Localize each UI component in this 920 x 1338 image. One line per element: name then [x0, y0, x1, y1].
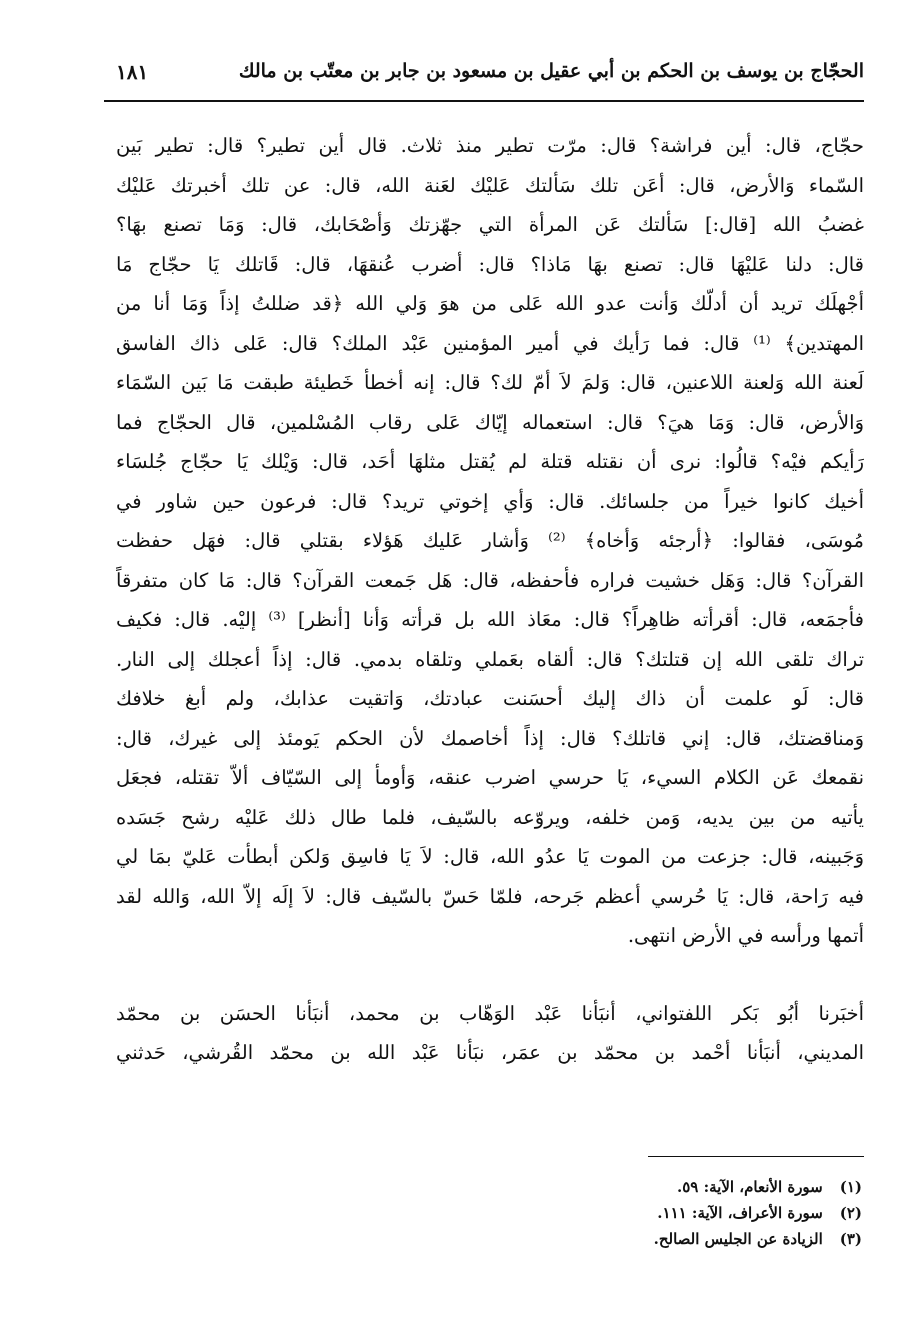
- text-line: يأتيه من بين يديه، وَمن خلفه، ويروّعه بالسّيف، فلما طال ذلك عَليْه رشح جَسَده: [116, 805, 864, 829]
- text-line: المديني، أنبَأنا أحْمد بن محمّد بن عمَر، نبَأنا عَبْد الله بن محمّد القُرشي، حَدثني: [116, 1041, 864, 1064]
- footnote-number: (٣): [839, 1230, 862, 1248]
- text-line: السّماء وَالأرض، قال: أعَن تلك سَألتك عَليْك لعَنة الله، قال: عن تلك أخبرتك عَليْك: [116, 173, 864, 197]
- text-line: فيه رَاحة، قال: يَا حُرسي أعظم جَرحه، فلمّا حَسّ بالسّيف قال: لاَ إلَه إلاّ الله، وَالله لقد: [116, 884, 864, 908]
- text-line: نقمعك عَن الكلام السيء، يَا حرسي اضرب عنقه، وَأومأ إلى السّيّاف ألاّ تقتله، فجعَل: [116, 766, 864, 789]
- text-line: لَعنة الله وَلعنة اللاعنين، قال: وَلمَ لاَ أمّ لك؟ قال: إنه أخطأ خَطيئة طبقت مَا بَين السّمَاء: [116, 371, 864, 394]
- text-line: وَالأرض، قال: وَمَا هيَ؟ قال: استعماله إيّاك عَلى رقاب المُسْلمين، قال الحجّاج فما: [116, 410, 864, 434]
- text-line: أخيك كانوا خيراً من جلسائك. قال: وَأي إخوتي تريد؟ قال: فرعون حين شاور في: [116, 489, 864, 513]
- text-line: تراك تلقى الله إن قتلتك؟ قال: ألقاه بعَملي وتلقاه بدمي. قال: إذاً أعجلك إلى النار.: [116, 647, 864, 671]
- running-head: [108, 58, 864, 98]
- page-number: ١٨١: [116, 60, 149, 84]
- footnote-number: (١): [839, 1178, 862, 1196]
- text-line: قال: دلنا عَليْهَا قال: تصنع بهَا مَاذا؟ قال: أضرب عُنقهَا، قال: قَاتلك يَا حجّاج مَا: [116, 252, 864, 276]
- footnote-number: (٢): [839, 1204, 862, 1222]
- text-line: حجّاج، قال: أين فراشة؟ قال: مرّت تطير منذ ثلاث. قال أين تطير؟ قال: تطير بَين: [116, 134, 864, 157]
- footnote: [442, 1200, 862, 1226]
- text-line: وَجَبينه، قال: جزعت من الموت يَا عدُو الله، قال: لاَ يَا فاسِق وَلكن أبطأت عَليّ بمَا لي: [116, 845, 864, 868]
- footnotes: [442, 1174, 862, 1252]
- running-title: الحجّاج بن يوسف بن الحكم بن أبي عقيل بن مسعود بن جابر بن معتّب بن مالك: [238, 60, 864, 82]
- footnote-rule: [648, 1156, 864, 1157]
- text-line: رَأيكم فيْه؟ قالُوا: نرى أن نقتله قتلة لم يُقتل مثلهَا أحَد، قال: وَيْلك يَا حجّاج جُلسَاء: [116, 450, 864, 473]
- main-text: [116, 126, 864, 1073]
- text-line: مُوسَى، فقالوا: ﴿أرجئه وَأخاه﴾ ⁽²⁾ وَأشار عَليك هَؤلاء بقتلي قال: فهَل حفظت: [116, 529, 864, 552]
- text-line: أخبَرنا أبُو بَكر اللفتواني، أنبَأنا عَبْد الوَهّاب بن محمد، أنبَأنا الحسَن بن محمّد: [116, 1001, 864, 1025]
- header-rule: [104, 100, 864, 102]
- text-line: المهتدين﴾ ⁽¹⁾ قال: فما رَأيك في أمير المؤمنين عَبْد الملك؟ قال: عَلى ذاك الفاسق: [116, 331, 864, 355]
- footnote-text: سورة الأعراف، الآية: ١١١.: [657, 1204, 823, 1222]
- footnote: [442, 1174, 862, 1200]
- footnote-text: سورة الأنعام، الآية: ٥٩.: [677, 1178, 823, 1196]
- text-line: القرآن؟ قال: وَهَل خشيت فراره فأحفظه، قال: هَل جَمعت القرآن؟ قال: مَا كان متفرقاً: [116, 568, 864, 592]
- footnote-text: الزيادة عن الجليس الصالح.: [653, 1230, 823, 1248]
- text-line: وَمناقضتك، قال: إني قاتلك؟ قال: إذاً أخاصمك لأن الحكم يَومئذ إلى غيرك، قال:: [116, 726, 864, 750]
- text-line: غضبُ الله [قال:] سَألتك عَن المرأة التي جهّزتك وَأصْحَابك، قال: وَمَا تصنع بهَا؟: [116, 213, 864, 236]
- footnote: [442, 1226, 862, 1252]
- text-line: أجْهلَك تريد أن أدلّك وَأنت عدو الله عَلى من هوَ وَلي الله ﴿قد ضللتُ إذاً وَمَا أنا من: [116, 292, 864, 315]
- text-line: فأجمَعه، قال: أقرأته ظاهِراً؟ قال: معَاذ الله بل قرأته وَأنا [أنظر] ⁽³⁾ إليْه. قال: فكيف: [116, 608, 864, 631]
- text-line: قال: لَو علمت أن ذاك إليك أحسَنت عبادتك، وَاتقيت عذابك، ولم أبغ خلافك: [116, 687, 864, 710]
- text-line: أتمها ورأسه في الأرض انتهى.: [627, 924, 864, 947]
- paragraph-gap: [116, 956, 864, 994]
